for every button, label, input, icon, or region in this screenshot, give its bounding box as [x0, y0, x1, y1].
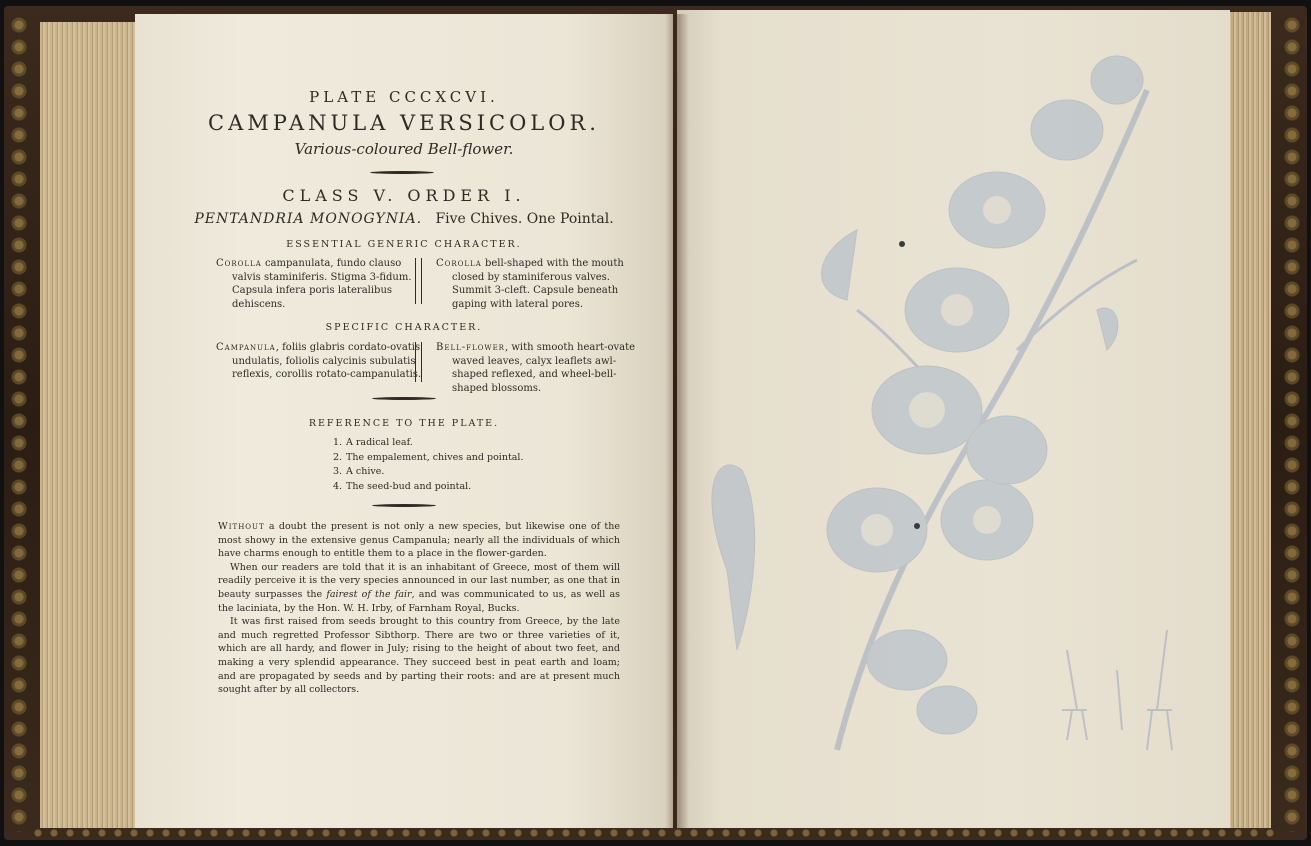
- specific-english-lead: Bell-flower: [436, 342, 505, 353]
- gilt-border-left: [8, 14, 30, 832]
- description-paragraph-1: Without a doubt the present is not only a new species, but likewise one of the most showy in the extensive genus Campanula; nearly all the individuals of which have charms enough to entitle them to a place in the flower-garden.: [218, 521, 620, 560]
- gilt-border-right: [1281, 14, 1303, 832]
- essential-latin: [216, 257, 422, 311]
- column-divider-1: [415, 258, 422, 304]
- system-latin: PENTANDRIA MONOGYNIA.: [194, 211, 423, 227]
- reference-item: 2. The empalement, chives and pointal.: [333, 451, 524, 463]
- essential-english: [436, 257, 636, 311]
- page-edges-left: [40, 22, 140, 828]
- specific-character-heading: SPECIFIC CHARACTER.: [325, 322, 483, 333]
- specific-latin: [216, 341, 426, 382]
- linnaean-system: [135, 211, 673, 227]
- description-paragraph-2: When our readers are told that it is an inhabitant of Greece, most of them will readily perceive it is the very species announced in our last number, as one that in beauty surpasses the fairest of the fair, and was communicated to us, as well as the laciniata, by the Hon. W. H. Irby, of Farnham Royal, Bucks.: [218, 561, 620, 614]
- essential-character-heading: ESSENTIAL GENERIC CHARACTER.: [286, 239, 522, 250]
- plate-title: CAMPANULA VERSICOLOR.: [208, 111, 600, 135]
- essential-english-text: bell-shaped with the mouth closed by staminiferous valves. Summit 3-cleft. Capsule beneath gaping with lateral pores.: [452, 258, 624, 310]
- class-order: CLASS V. ORDER I.: [282, 186, 526, 205]
- ornamental-rule-3: [372, 504, 436, 507]
- specific-latin-lead: Campanula: [216, 342, 276, 353]
- right-page-plate-show-through: [677, 10, 1230, 828]
- specific-latin-text: , foliis glabris cordato-ovatis undulatis, foliolis calycinis subulatis reflexis, corollis rotato-campanulatis.: [232, 342, 422, 380]
- reference-list: [333, 436, 523, 494]
- gilt-border-bottom: [30, 826, 1281, 840]
- reference-heading: REFERENCE TO THE PLATE.: [308, 418, 500, 429]
- specific-english-text: , with smooth heart-ovate waved leaves, calyx leaflets awl-shaped reflexed, and wheel-bell-shaped blossoms.: [452, 342, 636, 394]
- description-text: [218, 520, 620, 697]
- essential-latin-lead: Corolla: [216, 258, 262, 269]
- essential-english-lead: Corolla: [436, 258, 482, 269]
- essential-latin-text: campanulata, fundo clauso valvis staminiferis. Stigma 3-fidum. Capsula infera poris lateralibus dehiscens.: [232, 258, 412, 310]
- plate-number: PLATE CCCXCVI.: [309, 88, 499, 106]
- reference-item: 1. A radical leaf.: [333, 437, 413, 448]
- description-paragraph-3: It was first raised from seeds brought to this country from Greece, by the late and much regretted Professor Sibthorp. There are two or three varieties of it, which are all hardy, and flower in July; rising to the height of about two feet, and making a very splendid appearance. They succeed best in peat earth and loam; and are propagated by seeds and by parting their roots: and are at present much sought after by all collectors.: [218, 616, 620, 696]
- specific-english: [436, 341, 636, 395]
- bellflower-illustration-icon: [677, 10, 1230, 828]
- reference-item: 4. The seed-bud and pointal.: [333, 480, 472, 492]
- system-english: Five Chives. One Pointal.: [435, 211, 614, 227]
- reference-item: 3. A chive.: [333, 466, 385, 477]
- ornamental-rule-1: [370, 171, 434, 174]
- column-divider-2: [415, 342, 422, 382]
- ornamental-rule-2: [372, 397, 436, 400]
- common-name: Various-coloured Bell-flower.: [294, 140, 514, 158]
